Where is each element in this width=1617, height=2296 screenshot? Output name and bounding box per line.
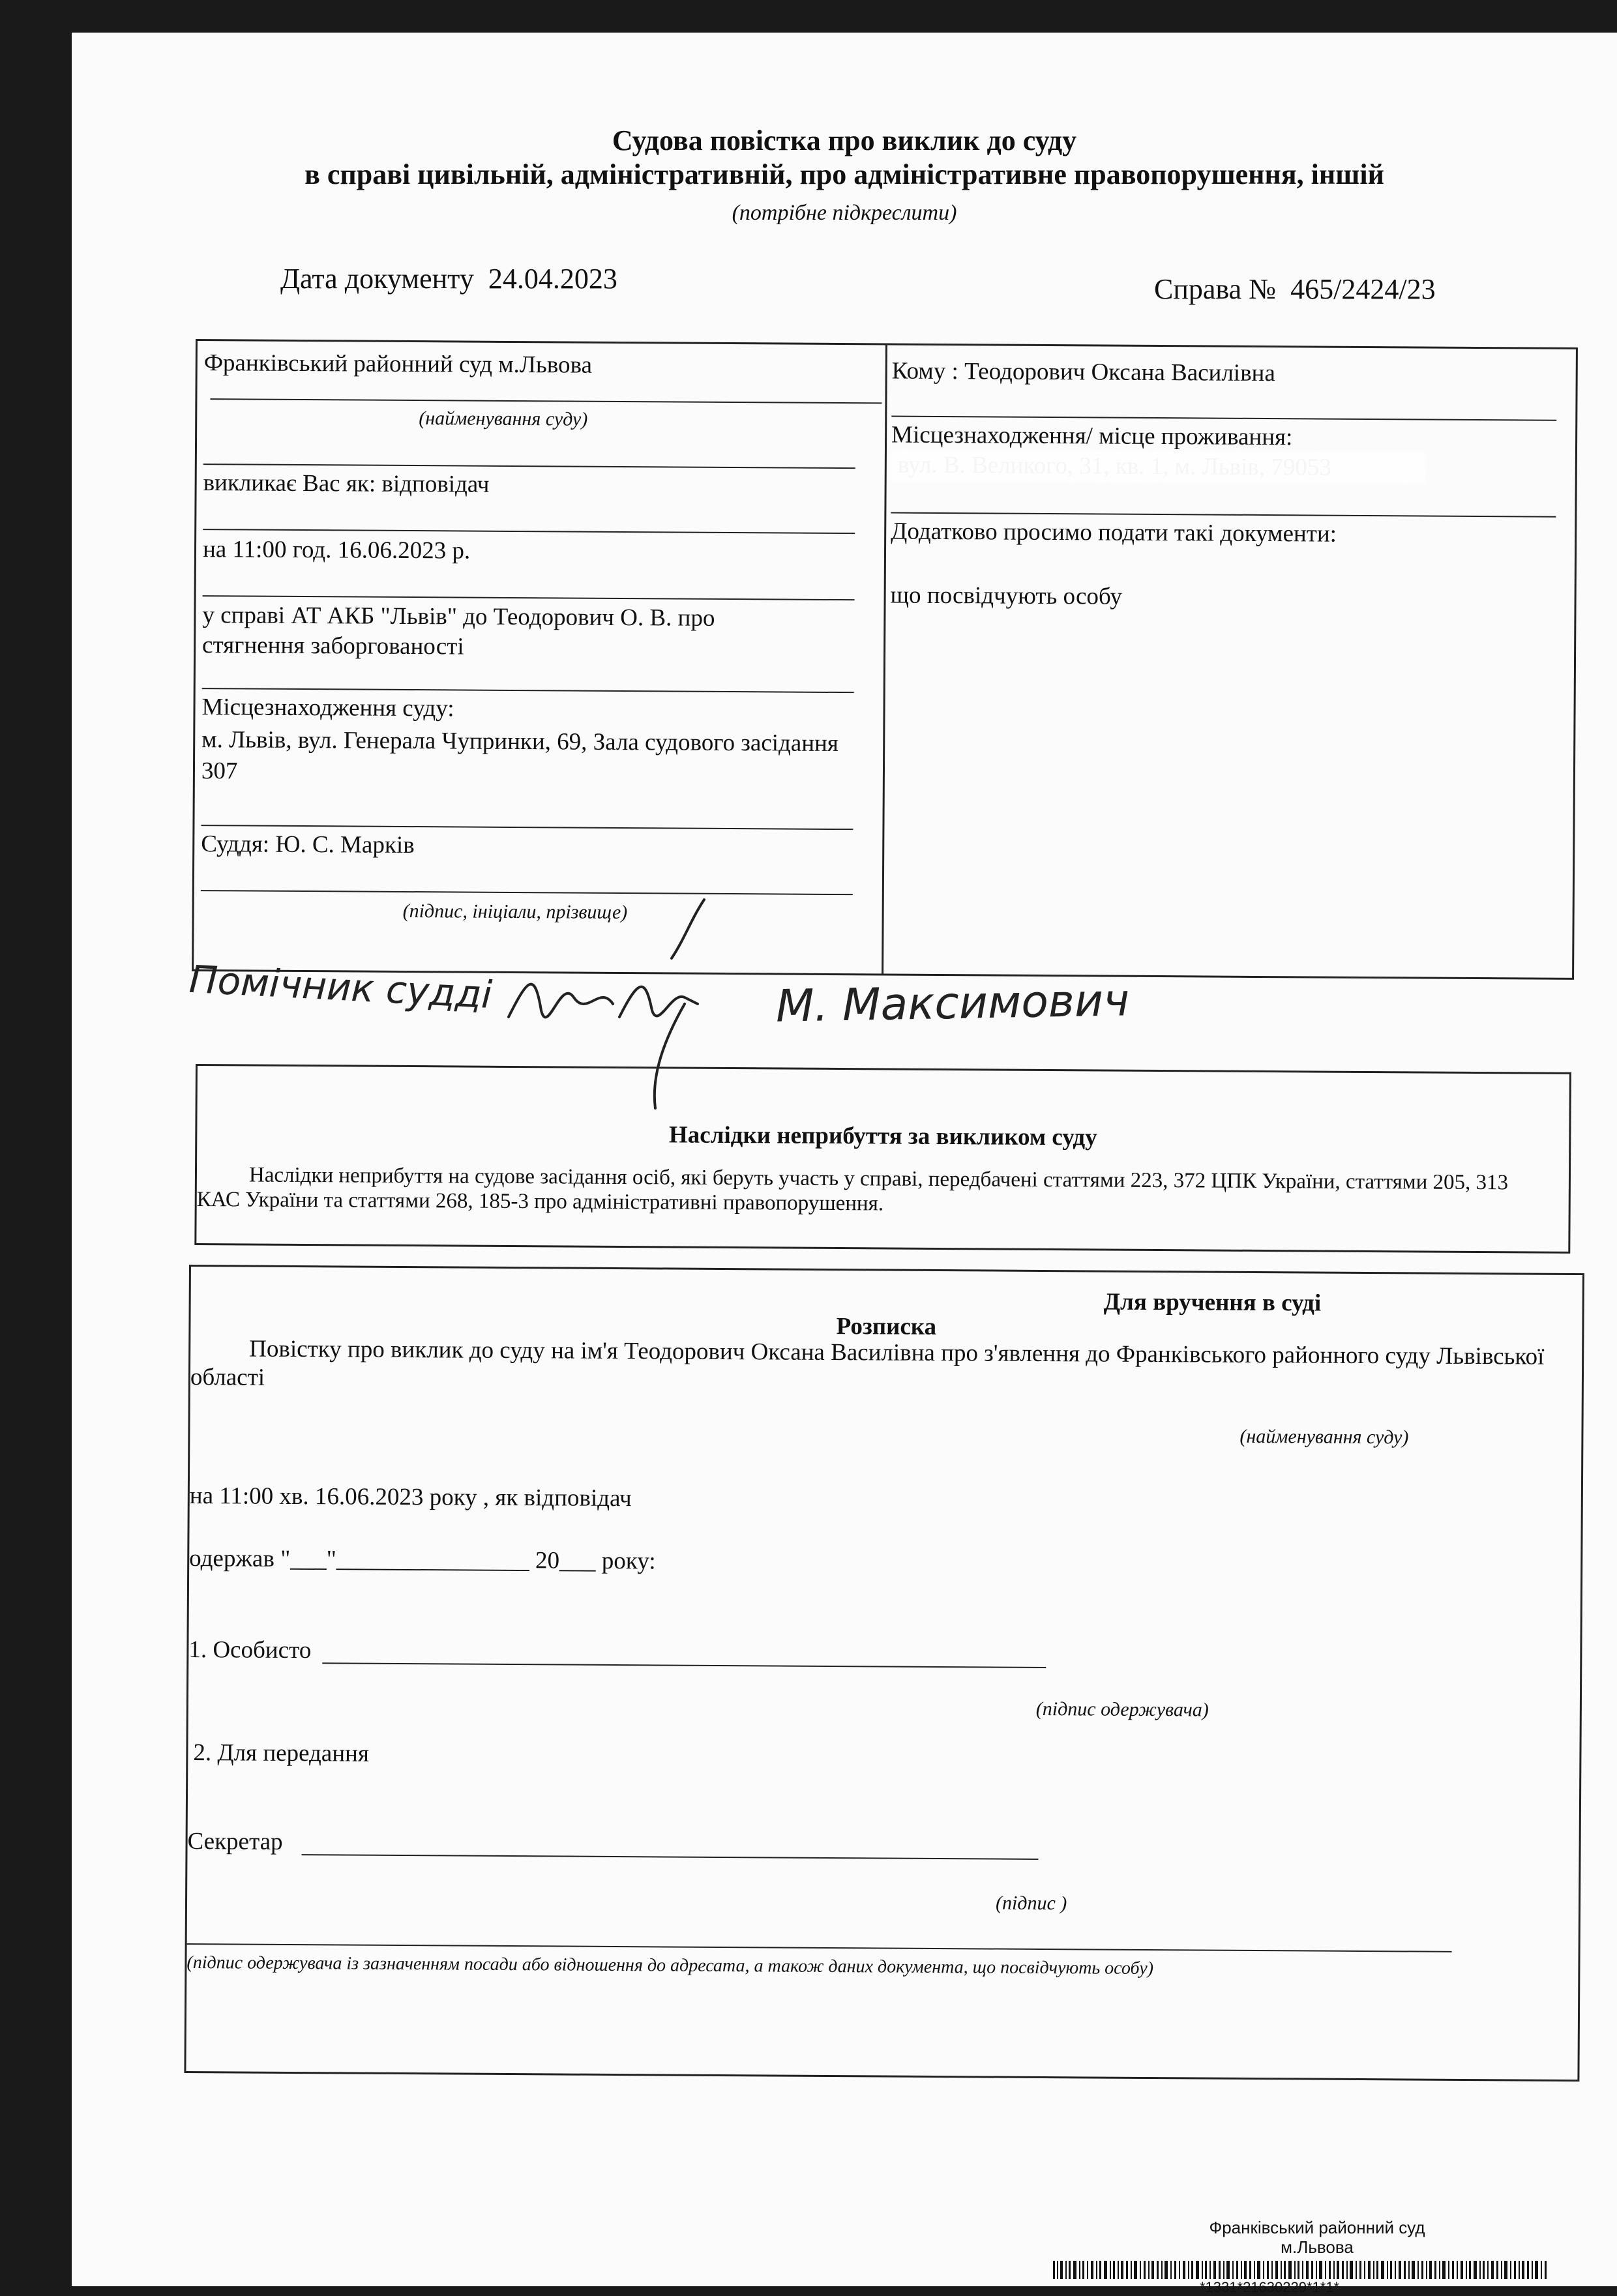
consequences-title: Наслідки неприбуття за викликом суду xyxy=(668,1121,1097,1151)
recipient: Кому : Теодорович Оксана Василівна xyxy=(891,357,1275,387)
consequences-box xyxy=(194,1064,1571,1254)
received-date: одержав "___"________________ 20___ року: xyxy=(189,1545,656,1575)
consequences-text: Наслідки неприбуття на судове засідання осіб, які беруть участь у справі, передбачені статтями 223, 372 ЦПК України, статтями 205, 313 КАС України та статтями 268, 185-3 про адміністративні правопорушення. xyxy=(196,1163,1509,1216)
rule xyxy=(210,398,882,404)
summons-page xyxy=(72,33,1617,2295)
handwritten-name: М. Максимович xyxy=(775,975,1130,1033)
residence-label: Місцезнаходження/ місце проживання: xyxy=(891,421,1293,451)
underline-note: (потрібне підкреслити) xyxy=(732,201,957,225)
secretary: Секретар xyxy=(187,1828,283,1855)
footer-court-line2: м.Львова xyxy=(1281,2237,1354,2257)
date-label: Дата документу xyxy=(280,263,474,295)
hearing-time: на 11:00 год. 16.06.2023 р. xyxy=(202,536,471,565)
court-name: Франківський районний суд м.Львова xyxy=(203,349,593,379)
summons-box xyxy=(192,339,1578,980)
date-value: 24.04.2023 xyxy=(488,263,617,295)
transfer: 2. Для передання xyxy=(193,1739,370,1767)
receipt-title: Розписка xyxy=(836,1313,937,1341)
personally-line xyxy=(322,1662,1046,1668)
rule xyxy=(891,416,1556,421)
case-number xyxy=(1154,272,1436,306)
docs-label: Додатково просимо подати такі документи: xyxy=(891,518,1337,548)
receipt-text: Повістку про виклик до суду на ім'я Теодорович Оксана Василівна про з'явлення до Франківського районного суду Львівської області xyxy=(190,1335,1545,1391)
location-label: Місцезнаходження суду: xyxy=(201,694,454,722)
barcode-text: *1331*21630229*1*1* xyxy=(1200,2279,1340,2295)
bottom-caption: (підпис одержувача із зазначенням посади або відношення до адресата, а також даних документа, що посвідчують особу) xyxy=(186,1952,1154,1979)
rule xyxy=(201,825,853,830)
rule xyxy=(203,464,855,469)
court-caption: (найменування суду) xyxy=(419,407,588,430)
delivery-label: Для вручення в суді xyxy=(1103,1288,1322,1317)
personally: 1. Особисто xyxy=(188,1636,312,1664)
rule xyxy=(203,595,855,600)
barcode-icon xyxy=(1053,2261,1549,2279)
location-value: м. Львів, вул. Генерала Чупринки, 69, Зала судового засідання 307 xyxy=(201,726,839,785)
redaction xyxy=(891,450,1426,484)
rule xyxy=(202,688,854,693)
case-label: Справа № xyxy=(1154,273,1277,305)
title-line-2: в справі цивільній, адміністративній, про адміністративне правопорушення, іншій xyxy=(304,158,1384,190)
recipient-caption: (підпис одержувача) xyxy=(1035,1698,1209,1721)
sign-caption: (підпис, ініціали, прізвище) xyxy=(402,900,628,924)
docs-value: що посвідчують особу xyxy=(890,581,1123,610)
role: викликає Вас як: відповідач xyxy=(203,469,490,498)
footer-court xyxy=(1187,2218,1447,2257)
footer-court-line1: Франківський районний суд xyxy=(1209,2218,1425,2237)
secretary-caption: (підпис ) xyxy=(995,1892,1067,1915)
secretary-line xyxy=(301,1854,1038,1860)
title-line-1: Судова повістка про виклик до суду xyxy=(612,125,1077,156)
judge: Суддя: Ю. С. Марків xyxy=(201,831,415,859)
case-value: 465/2424/23 xyxy=(1290,273,1436,305)
receipt-court-caption: (найменування суду) xyxy=(1239,1425,1409,1449)
handwritten-assistant: Помічник судді xyxy=(188,956,494,1018)
rule xyxy=(203,529,855,534)
document-date xyxy=(280,262,617,295)
receipt-box xyxy=(184,1265,1584,2082)
column-divider xyxy=(882,345,887,973)
rule xyxy=(891,512,1556,518)
receipt-time: на 11:00 хв. 16.06.2023 року , як відповідач xyxy=(189,1482,632,1512)
bottom-line xyxy=(187,1943,1452,1952)
case-subject: у справі АТ АКБ "Львів" до Теодорович О. В. про стягнення заборгованості xyxy=(202,602,715,660)
